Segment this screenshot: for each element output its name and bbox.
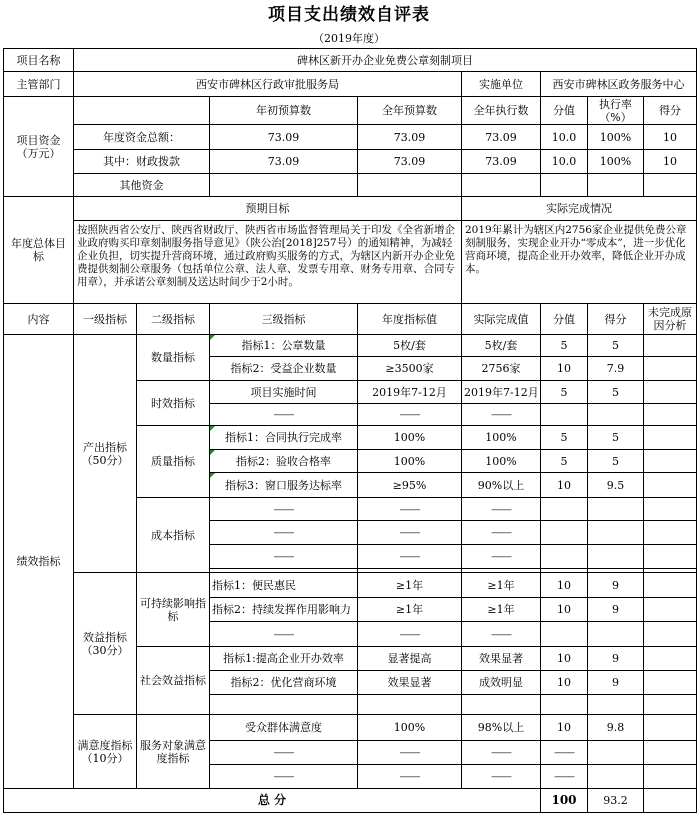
indicator-name: 指标1：公章数量 xyxy=(210,335,358,357)
funds-cell xyxy=(644,174,697,197)
benefit-indicator-label: 效益指标（30分） xyxy=(74,573,137,715)
total-score: 100 xyxy=(541,789,588,813)
indicator-got: 5 xyxy=(588,335,644,357)
perf-section-label: 绩效指标 xyxy=(4,335,74,789)
indicator-reason xyxy=(644,598,697,622)
blank-cell xyxy=(644,498,697,521)
indicator-score: 5 xyxy=(541,335,588,357)
blank-cell xyxy=(644,622,697,647)
indicator-reason xyxy=(644,473,697,498)
dash-cell: —— xyxy=(462,498,541,521)
funds-cell: 73.09 xyxy=(210,125,358,150)
dash-cell: —— xyxy=(210,741,358,765)
indicator-got: 5 xyxy=(588,426,644,450)
actual-goal-label: 实际完成情况 xyxy=(462,197,697,221)
funds-cell: 73.09 xyxy=(462,150,541,174)
dash-cell: —— xyxy=(462,622,541,647)
cost-indicator-label: 成本指标 xyxy=(137,498,210,573)
impl-value: 西安市碑林区政务服务中心 xyxy=(541,72,697,97)
indicator-got: 9 xyxy=(588,671,644,695)
indicator-score: 10 xyxy=(541,357,588,381)
dash-cell: —— xyxy=(541,741,588,765)
impl-label: 实施单位 xyxy=(462,72,541,97)
funds-cell: 73.09 xyxy=(462,125,541,150)
funds-row-label: 其中：财政拨款 xyxy=(74,150,210,174)
funds-label: 项目资金（万元） xyxy=(4,97,74,197)
dash-cell: —— xyxy=(210,498,358,521)
indicator-reason xyxy=(644,426,697,450)
funds-cell: 10 xyxy=(644,150,697,174)
dash-cell: —— xyxy=(358,545,462,569)
project-name-label: 项目名称 xyxy=(4,49,74,72)
indicator-name: 指标1：便民惠民 xyxy=(210,573,358,598)
indicator-name: 受众群体满意度 xyxy=(210,715,358,741)
blank-cell xyxy=(541,545,588,569)
blank-cell xyxy=(644,521,697,545)
indicator-name: 指标2：受益企业数量 xyxy=(210,357,358,381)
indicator-score: 10 xyxy=(541,598,588,622)
total-label: 总 分 xyxy=(4,789,541,813)
quantity-indicator-label: 数量指标 xyxy=(137,335,210,381)
indicator-actual: 5枚/套 xyxy=(462,335,541,357)
dash-cell: —— xyxy=(462,741,541,765)
funds-cell: 73.09 xyxy=(358,150,462,174)
indicator-got: 9 xyxy=(588,598,644,622)
dash-cell: —— xyxy=(210,622,358,647)
blank-cell xyxy=(644,695,697,715)
indicator-reason xyxy=(644,381,697,404)
indicator-reason xyxy=(644,450,697,473)
indicator-name: 指标1：合同执行完成率 xyxy=(210,426,358,450)
funds-cell: 100% xyxy=(588,150,644,174)
funds-cell: 100% xyxy=(588,125,644,150)
indicator-reason xyxy=(644,715,697,741)
funds-cell xyxy=(588,174,644,197)
dept-value: 西安市碑林区行政审批服务局 xyxy=(74,72,462,97)
indicator-actual: 100% xyxy=(462,450,541,473)
funds-cell xyxy=(462,174,541,197)
dash-cell: —— xyxy=(210,765,358,789)
indicator-target: 显著提高 xyxy=(358,647,462,671)
indicator-actual: 成效明显 xyxy=(462,671,541,695)
blank-cell xyxy=(588,404,644,426)
indicator-actual: 100% xyxy=(462,426,541,450)
funds-col-3: 分值 xyxy=(541,97,588,125)
total-reason xyxy=(644,789,697,813)
funds-cell: 73.09 xyxy=(210,150,358,174)
indicator-name: 指标3：窗口服务达标率 xyxy=(210,473,358,498)
blank-cell xyxy=(541,498,588,521)
indicator-got: 5 xyxy=(588,450,644,473)
indicator-score: 5 xyxy=(541,450,588,473)
funds-cell xyxy=(358,174,462,197)
page-title: 项目支出绩效自评表 xyxy=(268,5,430,25)
funds-cell xyxy=(541,174,588,197)
satisfaction-indicator-label: 满意度指标（10分） xyxy=(74,715,137,789)
indicator-actual: 效果显著 xyxy=(462,647,541,671)
project-name-value: 碑林区新开办企业免费公章刻制项目 xyxy=(74,49,697,72)
funds-cell: 10.0 xyxy=(541,150,588,174)
blank-cell xyxy=(541,622,588,647)
indicator-got: 9 xyxy=(588,647,644,671)
indicator-got: 5 xyxy=(588,381,644,404)
dash-cell: —— xyxy=(462,404,541,426)
dash-cell: —— xyxy=(462,765,541,789)
dash-cell: —— xyxy=(358,521,462,545)
indicator-reason xyxy=(644,647,697,671)
blank-cell xyxy=(588,545,644,569)
indicator-name: 指标2：优化营商环境 xyxy=(210,671,358,695)
indicator-score: 10 xyxy=(541,573,588,598)
blank-cell xyxy=(541,521,588,545)
blank-cell xyxy=(541,404,588,426)
indicator-actual: 2019年7-12月 xyxy=(462,381,541,404)
blank-cell xyxy=(644,741,697,765)
dash-cell: —— xyxy=(462,545,541,569)
service-indicator-label: 服务对象满意度指标 xyxy=(137,715,210,789)
dept-label: 主管部门 xyxy=(4,72,74,97)
funds-col-2: 全年执行数 xyxy=(462,97,541,125)
indicator-target: 100% xyxy=(358,450,462,473)
indicator-got: 9 xyxy=(588,573,644,598)
quality-indicator-label: 质量指标 xyxy=(137,426,210,498)
indicator-reason xyxy=(644,335,697,357)
perf-header-cell: 实际完成值 xyxy=(462,304,541,335)
funds-row-label: 其他资金 xyxy=(74,174,210,197)
funds-blank xyxy=(74,97,210,125)
funds-cell: 73.09 xyxy=(358,125,462,150)
blank-cell xyxy=(210,695,358,715)
indicator-got: 9.8 xyxy=(588,715,644,741)
funds-col-0: 年初预算数 xyxy=(210,97,358,125)
sustain-indicator-label: 可持续影响指标 xyxy=(137,573,210,647)
blank-cell xyxy=(588,765,644,789)
indicator-actual: ≥1年 xyxy=(462,573,541,598)
dash-cell: —— xyxy=(358,765,462,789)
perf-header-cell: 分值 xyxy=(541,304,588,335)
indicator-reason xyxy=(644,357,697,381)
funds-cell: 10 xyxy=(644,125,697,150)
indicator-target: 100% xyxy=(358,715,462,741)
perf-header-cell: 得分 xyxy=(588,304,644,335)
funds-cell: 10.0 xyxy=(541,125,588,150)
indicator-score: 10 xyxy=(541,671,588,695)
indicator-name: 指标2：验收合格率 xyxy=(210,450,358,473)
indicator-name: 指标2：持续发挥作用影响力 xyxy=(210,598,358,622)
funds-col-1: 全年预算数 xyxy=(358,97,462,125)
expected-goal-label: 预期目标 xyxy=(74,197,462,221)
funds-col-5: 得分 xyxy=(644,97,697,125)
blank-cell xyxy=(644,545,697,569)
dash-cell: —— xyxy=(541,765,588,789)
goals-label: 年度总体目标 xyxy=(4,197,74,304)
dash-cell: —— xyxy=(210,545,358,569)
perf-header-cell: 二级指标 xyxy=(137,304,210,335)
blank-cell xyxy=(358,695,462,715)
perf-header-cell: 年度指标值 xyxy=(358,304,462,335)
indicator-target: 100% xyxy=(358,426,462,450)
indicator-name: 项目实施时间 xyxy=(210,381,358,404)
actual-goal-text: 2019年累计为辖区内2756家企业提供免费公章刻制服务，实现企业开办“零成本”，进一步优化营商环境，提高企业开办效率，降低企业开办成本。 xyxy=(462,221,697,304)
dash-cell: —— xyxy=(358,741,462,765)
year-label: （2019年度） xyxy=(313,32,385,45)
blank-cell xyxy=(588,622,644,647)
dash-cell: —— xyxy=(358,404,462,426)
dash-cell: —— xyxy=(358,622,462,647)
indicator-target: 5枚/套 xyxy=(358,335,462,357)
dash-cell: —— xyxy=(358,498,462,521)
indicator-actual: ≥1年 xyxy=(462,598,541,622)
indicator-actual: 90%以上 xyxy=(462,473,541,498)
indicator-target: ≥1年 xyxy=(358,598,462,622)
indicator-score: 5 xyxy=(541,426,588,450)
indicator-reason xyxy=(644,671,697,695)
indicator-target: 效果显著 xyxy=(358,671,462,695)
evaluation-table xyxy=(3,48,697,813)
dash-cell: —— xyxy=(210,404,358,426)
indicator-target: ≥3500家 xyxy=(358,357,462,381)
funds-row-label: 年度资金总额： xyxy=(74,125,210,150)
indicator-score: 10 xyxy=(541,647,588,671)
indicator-score: 5 xyxy=(541,381,588,404)
dash-cell: —— xyxy=(462,521,541,545)
blank-cell xyxy=(644,404,697,426)
indicator-got: 7.9 xyxy=(588,357,644,381)
funds-col-4: 执行率（%） xyxy=(588,97,644,125)
indicator-actual: 2756家 xyxy=(462,357,541,381)
perf-header-cell: 一级指标 xyxy=(74,304,137,335)
timely-indicator-label: 时效指标 xyxy=(137,381,210,426)
indicator-actual: 98%以上 xyxy=(462,715,541,741)
blank-cell xyxy=(541,695,588,715)
perf-header-cell: 内容 xyxy=(4,304,74,335)
expected-goal-text: 按照陕西省公安厅、陕西省财政厅、陕西省市场监督管理局关于印发《全省新增企业政府购买印章刻制服务指导意见》（陕公治[2018]257号）的通知精神，为减轻企业负担，切实提升营商环境，通过政府购买服务的方式，为辖区内新开办企业免费提供刻制公章服务（包括单位公章、法人章、发票专用章、财务专用章、合同专用章），并承诺公章刻制及送达时间少于2小时。 xyxy=(74,221,462,304)
perf-header-cell: 三级指标 xyxy=(210,304,358,335)
indicator-name: 指标1:提高企业开办效率 xyxy=(210,647,358,671)
indicator-got: 9.5 xyxy=(588,473,644,498)
blank-cell xyxy=(462,695,541,715)
output-indicator-label: 产出指标（50分） xyxy=(74,335,137,573)
indicator-target: ≥95% xyxy=(358,473,462,498)
blank-cell xyxy=(644,765,697,789)
indicator-score: 10 xyxy=(541,715,588,741)
indicator-reason xyxy=(644,573,697,598)
blank-cell xyxy=(588,695,644,715)
blank-cell xyxy=(588,741,644,765)
dash-cell: —— xyxy=(210,521,358,545)
perf-header-cell: 未完成原因分析 xyxy=(644,304,697,335)
funds-cell xyxy=(210,174,358,197)
indicator-score: 10 xyxy=(541,473,588,498)
blank-cell xyxy=(588,498,644,521)
indicator-target: ≥1年 xyxy=(358,573,462,598)
blank-cell xyxy=(588,521,644,545)
social-indicator-label: 社会效益指标 xyxy=(137,647,210,715)
total-got: 93.2 xyxy=(588,789,644,813)
indicator-target: 2019年7-12月 xyxy=(358,381,462,404)
